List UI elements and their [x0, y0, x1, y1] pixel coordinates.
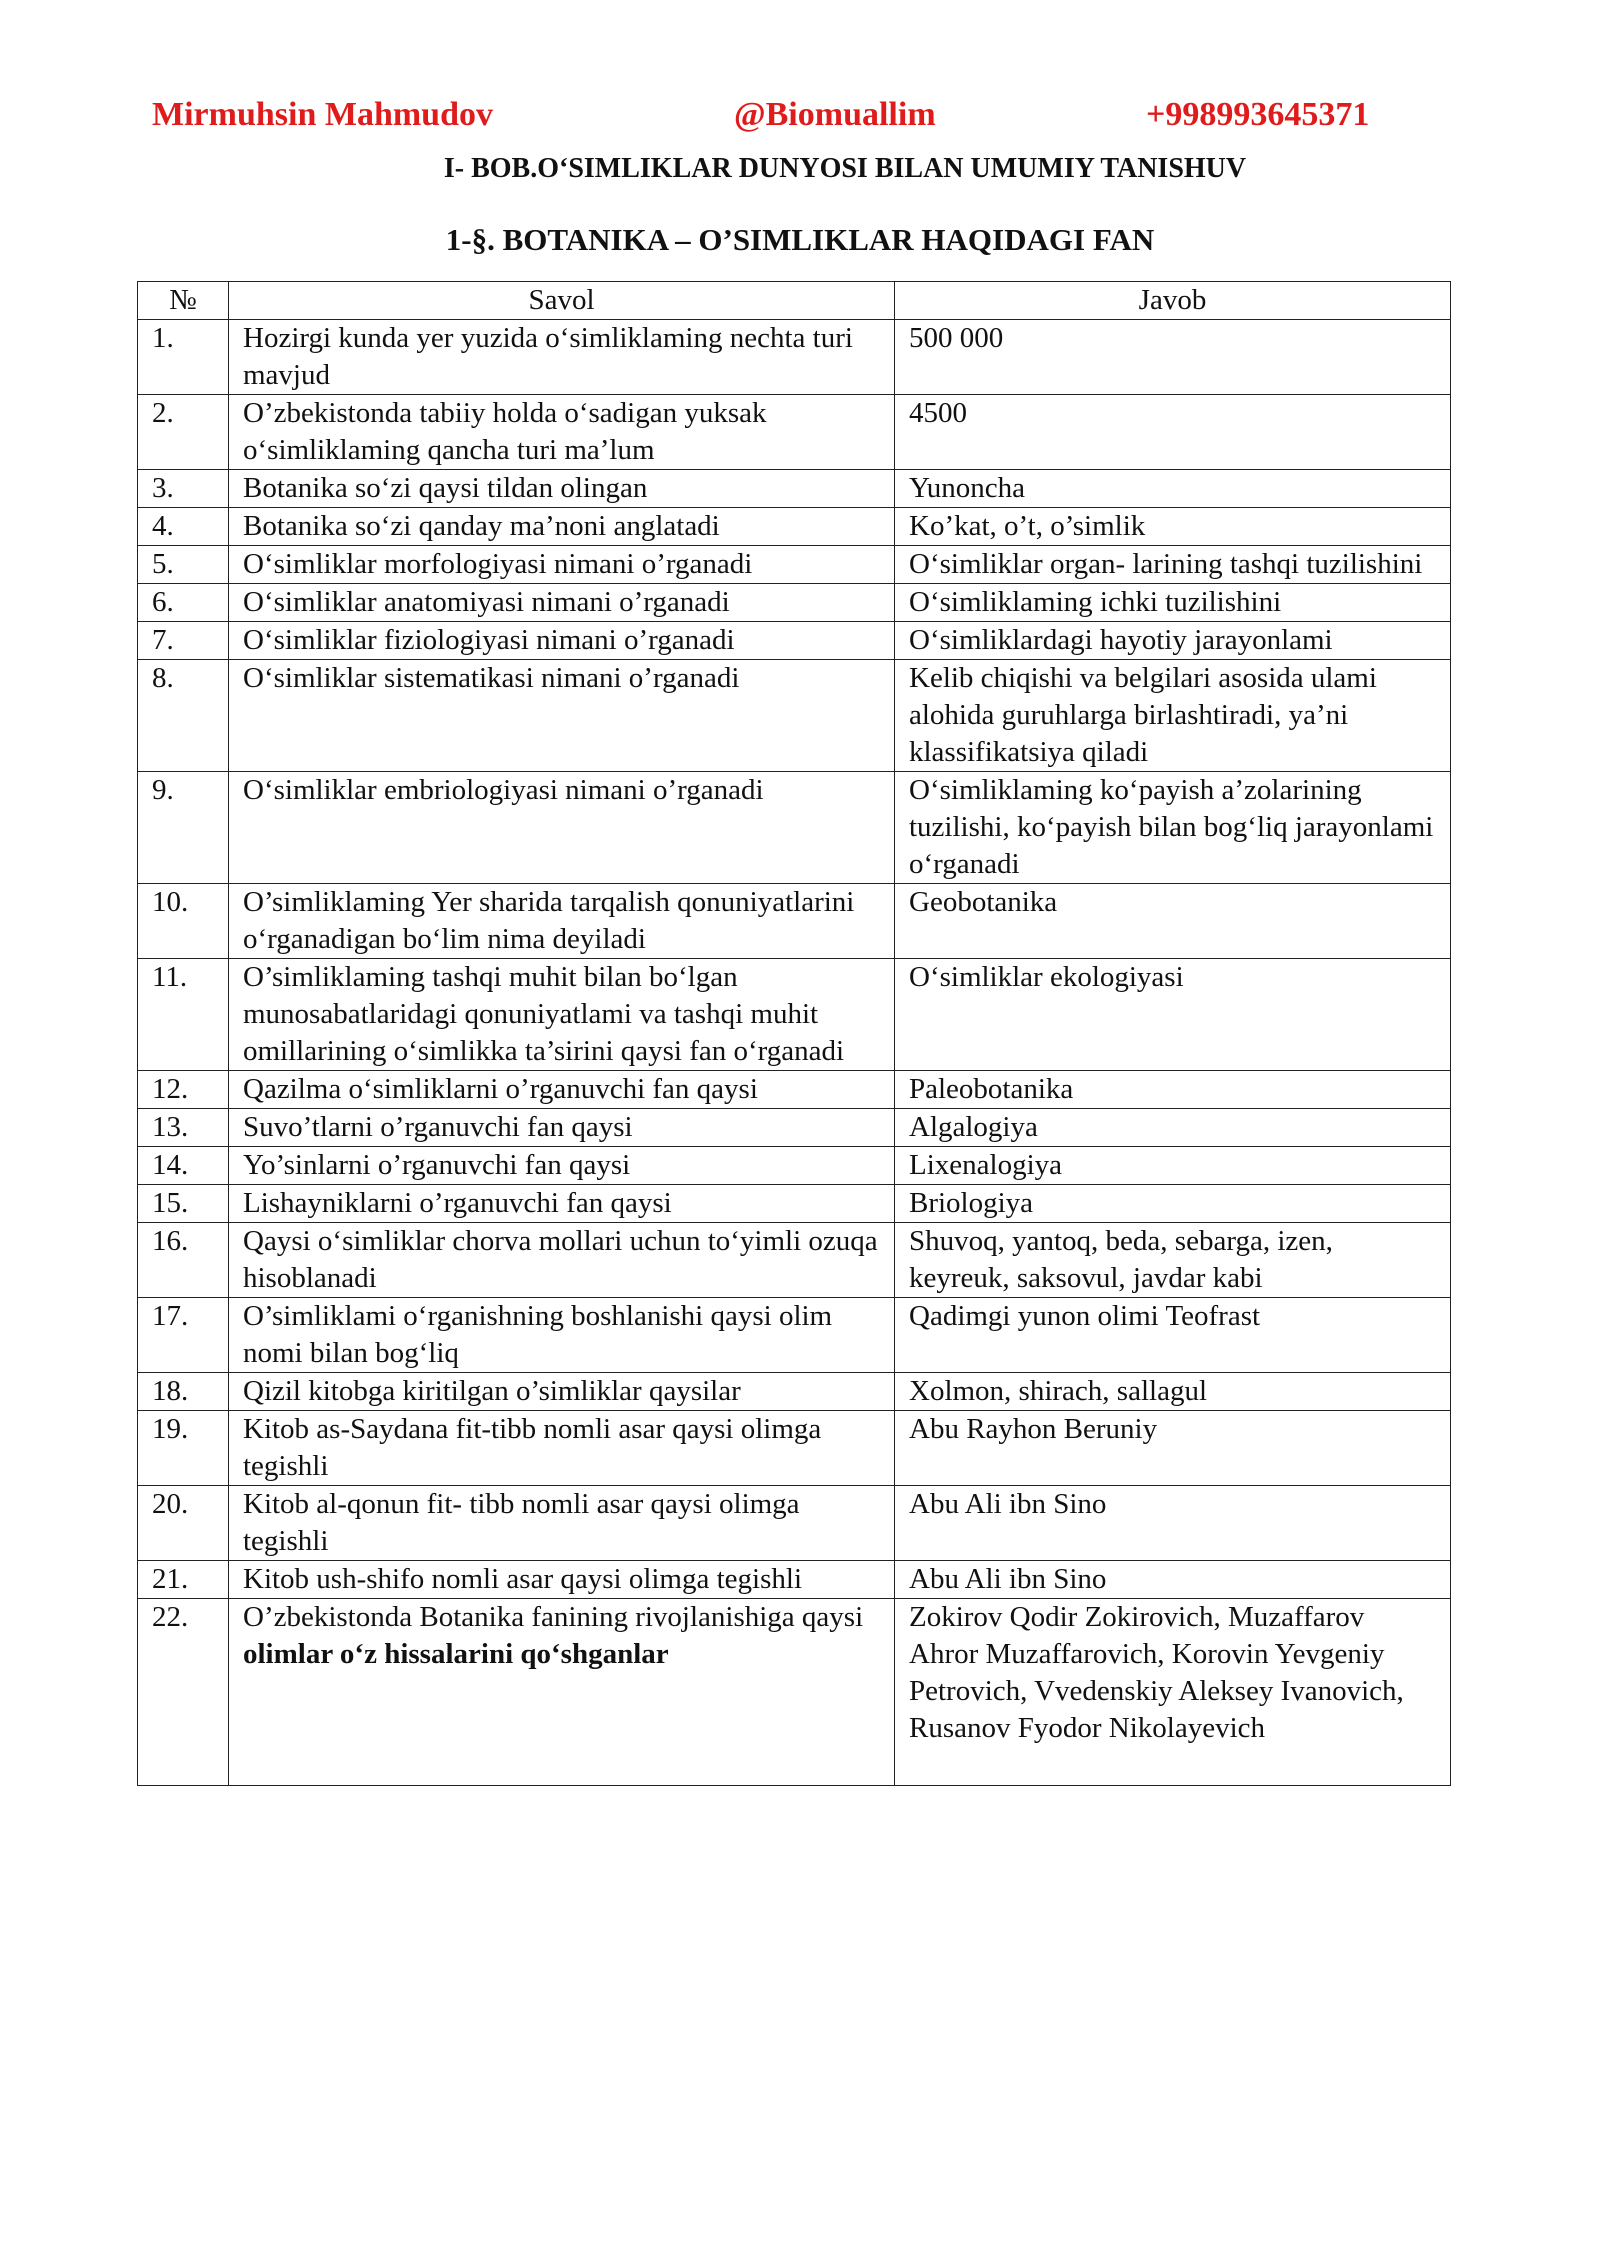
answer-cell: O‘simliklar organ- larining tashqi tuzilishini — [895, 546, 1451, 584]
table-row — [138, 660, 1451, 772]
question-cell: Kitob al-qonun fit- tibb nomli asar qaysi olimga tegishli — [229, 1486, 895, 1561]
row-number: 21. — [138, 1561, 229, 1599]
answer-cell: O‘simliklar ekologiyasi — [895, 959, 1451, 1071]
question-cell: Suvo’tlarni o’rganuvchi fan qaysi — [229, 1109, 895, 1147]
row-number: 19. — [138, 1411, 229, 1486]
section-title: 1-§. BOTANIKA – O’SIMLIKLAR HAQIDAGI FAN — [445, 222, 1155, 257]
table-row — [138, 622, 1451, 660]
table-row — [138, 884, 1451, 959]
table-row — [138, 1109, 1451, 1147]
question-cell: O’simliklami o‘rganishning boshlanishi qaysi olim nomi bilan bog‘liq — [229, 1298, 895, 1373]
table-row — [138, 1071, 1451, 1109]
answer-cell: Yunoncha — [895, 470, 1451, 508]
table-row — [138, 470, 1451, 508]
row-number: 18. — [138, 1373, 229, 1411]
question-cell: Yo’sinlarni o’rganuvchi fan qaysi — [229, 1147, 895, 1185]
question-cell: O‘simliklar morfologiyasi nimani o’rganadi — [229, 546, 895, 584]
question-cell: Kitob as-Saydana fit-tibb nomli asar qaysi olimga tegishli — [229, 1411, 895, 1486]
row-number: 17. — [138, 1298, 229, 1373]
author-name: Mirmuhsin Mahmudov — [152, 96, 493, 133]
table-row — [138, 1185, 1451, 1223]
answer-cell: 500 000 — [895, 320, 1451, 395]
table-header-row — [138, 282, 1451, 320]
question-cell: O’simliklaming tashqi muhit bilan bo‘lgan munosabatlaridagi qonuniyatlami va tashqi muhit omillarining o‘simlikka ta’sirini qaysi fan o‘rganadi — [229, 959, 895, 1071]
question-cell: Hozirgi kunda yer yuzida o‘simliklaming nechta turi mavjud — [229, 320, 895, 395]
answer-cell: Geobotanika — [895, 884, 1451, 959]
answer-cell: Abu Ali ibn Sino — [895, 1561, 1451, 1599]
row-number: 10. — [138, 884, 229, 959]
page-header — [152, 96, 1392, 140]
answer-cell: Algalogiya — [895, 1109, 1451, 1147]
author-phone: +998993645371 — [1146, 96, 1370, 133]
table-row — [138, 959, 1451, 1071]
row-number: 16. — [138, 1223, 229, 1298]
row-number: 11. — [138, 959, 229, 1071]
question-text-plain: O’zbekistonda Botanika fanining rivojlanishiga qaysi — [243, 1601, 864, 1633]
table-row — [138, 1147, 1451, 1185]
table-row — [138, 1599, 1451, 1786]
table-row — [138, 320, 1451, 395]
answer-cell: Zokirov Qodir Zokirovich, Muzaffarov Ahror Muzaffarovich, Korovin Yevgeniy Petrovich, Vvedenskiy Aleksey Ivanovich, Rusanov Fyodor Nikolayevich — [895, 1599, 1451, 1786]
row-number: 1. — [138, 320, 229, 395]
column-header-num: № — [138, 282, 229, 320]
question-cell: Qizil kitobga kiritilgan o’simliklar qaysilar — [229, 1373, 895, 1411]
row-number: 2. — [138, 395, 229, 470]
chapter-title: I- BOB.O‘SIMLIKLAR DUNYOSI BILAN UMUMIY TANISHUV — [443, 153, 1247, 184]
answer-cell: Ko’kat, o’t, o’simlik — [895, 508, 1451, 546]
table-row — [138, 1298, 1451, 1373]
question-text-bold: olimlar o‘z hissalarini qo‘shganlar — [243, 1638, 669, 1670]
row-number: 3. — [138, 470, 229, 508]
question-cell: O’zbekistonda tabiiy holda o‘sadigan yuksak o‘simliklaming qancha turi ma’lum — [229, 395, 895, 470]
row-number: 9. — [138, 772, 229, 884]
answer-cell: Paleobotanika — [895, 1071, 1451, 1109]
table-row — [138, 1411, 1451, 1486]
table-row — [138, 508, 1451, 546]
question-cell: Botanika so‘zi qanday ma’noni anglatadi — [229, 508, 895, 546]
answer-cell: Abu Ali ibn Sino — [895, 1486, 1451, 1561]
table-row — [138, 1373, 1451, 1411]
column-header-answer: Javob — [895, 282, 1451, 320]
answer-cell: Qadimgi yunon olimi Teofrast — [895, 1298, 1451, 1373]
table-row — [138, 584, 1451, 622]
row-number: 7. — [138, 622, 229, 660]
answer-cell: O‘simliklardagi hayotiy jarayonlami — [895, 622, 1451, 660]
row-number: 8. — [138, 660, 229, 772]
table-row — [138, 395, 1451, 470]
question-cell: Lishayniklarni o’rganuvchi fan qaysi — [229, 1185, 895, 1223]
answer-cell: 4500 — [895, 395, 1451, 470]
answer-cell: Briologiya — [895, 1185, 1451, 1223]
answer-cell: Kelib chiqishi va belgilari asosida ulami alohida guruhlarga birlashtiradi, ya’ni klassifikatsiya qiladi — [895, 660, 1451, 772]
table-row — [138, 1486, 1451, 1561]
question-cell: O’simliklaming Yer sharida tarqalish qonuniyatlarini o‘rganadigan bo‘lim nima deyiladi — [229, 884, 895, 959]
answer-cell: O‘simliklaming ichki tuzilishini — [895, 584, 1451, 622]
row-number: 12. — [138, 1071, 229, 1109]
row-number: 15. — [138, 1185, 229, 1223]
row-number: 14. — [138, 1147, 229, 1185]
row-number: 13. — [138, 1109, 229, 1147]
answer-cell: Xolmon, shirach, sallagul — [895, 1373, 1451, 1411]
question-cell: Kitob ush-shifo nomli asar qaysi olimga tegishli — [229, 1561, 895, 1599]
question-cell: Qazilma o‘simliklarni o’rganuvchi fan qaysi — [229, 1071, 895, 1109]
question-cell: O‘simliklar sistematikasi nimani o’rganadi — [229, 660, 895, 772]
table-row — [138, 546, 1451, 584]
table-row — [138, 1561, 1451, 1599]
answer-cell: O‘simliklaming ko‘payish a’zolarining tuzilishi, ko‘payish bilan bog‘liq jarayonlami o‘rganadi — [895, 772, 1451, 884]
question-cell: O‘simliklar anatomiyasi nimani o’rganadi — [229, 584, 895, 622]
table-row — [138, 772, 1451, 884]
question-cell: Botanika so‘zi qaysi tildan olingan — [229, 470, 895, 508]
row-number: 22. — [138, 1599, 229, 1786]
answer-cell: Lixenalogiya — [895, 1147, 1451, 1185]
question-cell: Qaysi o‘simliklar chorva mollari uchun to‘yimli ozuqa hisoblanadi — [229, 1223, 895, 1298]
answer-cell: Abu Rayhon Beruniy — [895, 1411, 1451, 1486]
qa-table — [137, 281, 1451, 1786]
column-header-question: Savol — [229, 282, 895, 320]
row-number: 6. — [138, 584, 229, 622]
row-number: 4. — [138, 508, 229, 546]
answer-cell: Shuvoq, yantoq, beda, sebarga, izen, keyreuk, saksovul, javdar kabi — [895, 1223, 1451, 1298]
question-cell — [229, 1599, 895, 1786]
author-handle: @Biomuallim — [734, 96, 936, 133]
question-cell: O‘simliklar fiziologiyasi nimani o’rganadi — [229, 622, 895, 660]
row-number: 5. — [138, 546, 229, 584]
question-cell: O‘simliklar embriologiyasi nimani o’rganadi — [229, 772, 895, 884]
row-number: 20. — [138, 1486, 229, 1561]
table-row — [138, 1223, 1451, 1298]
